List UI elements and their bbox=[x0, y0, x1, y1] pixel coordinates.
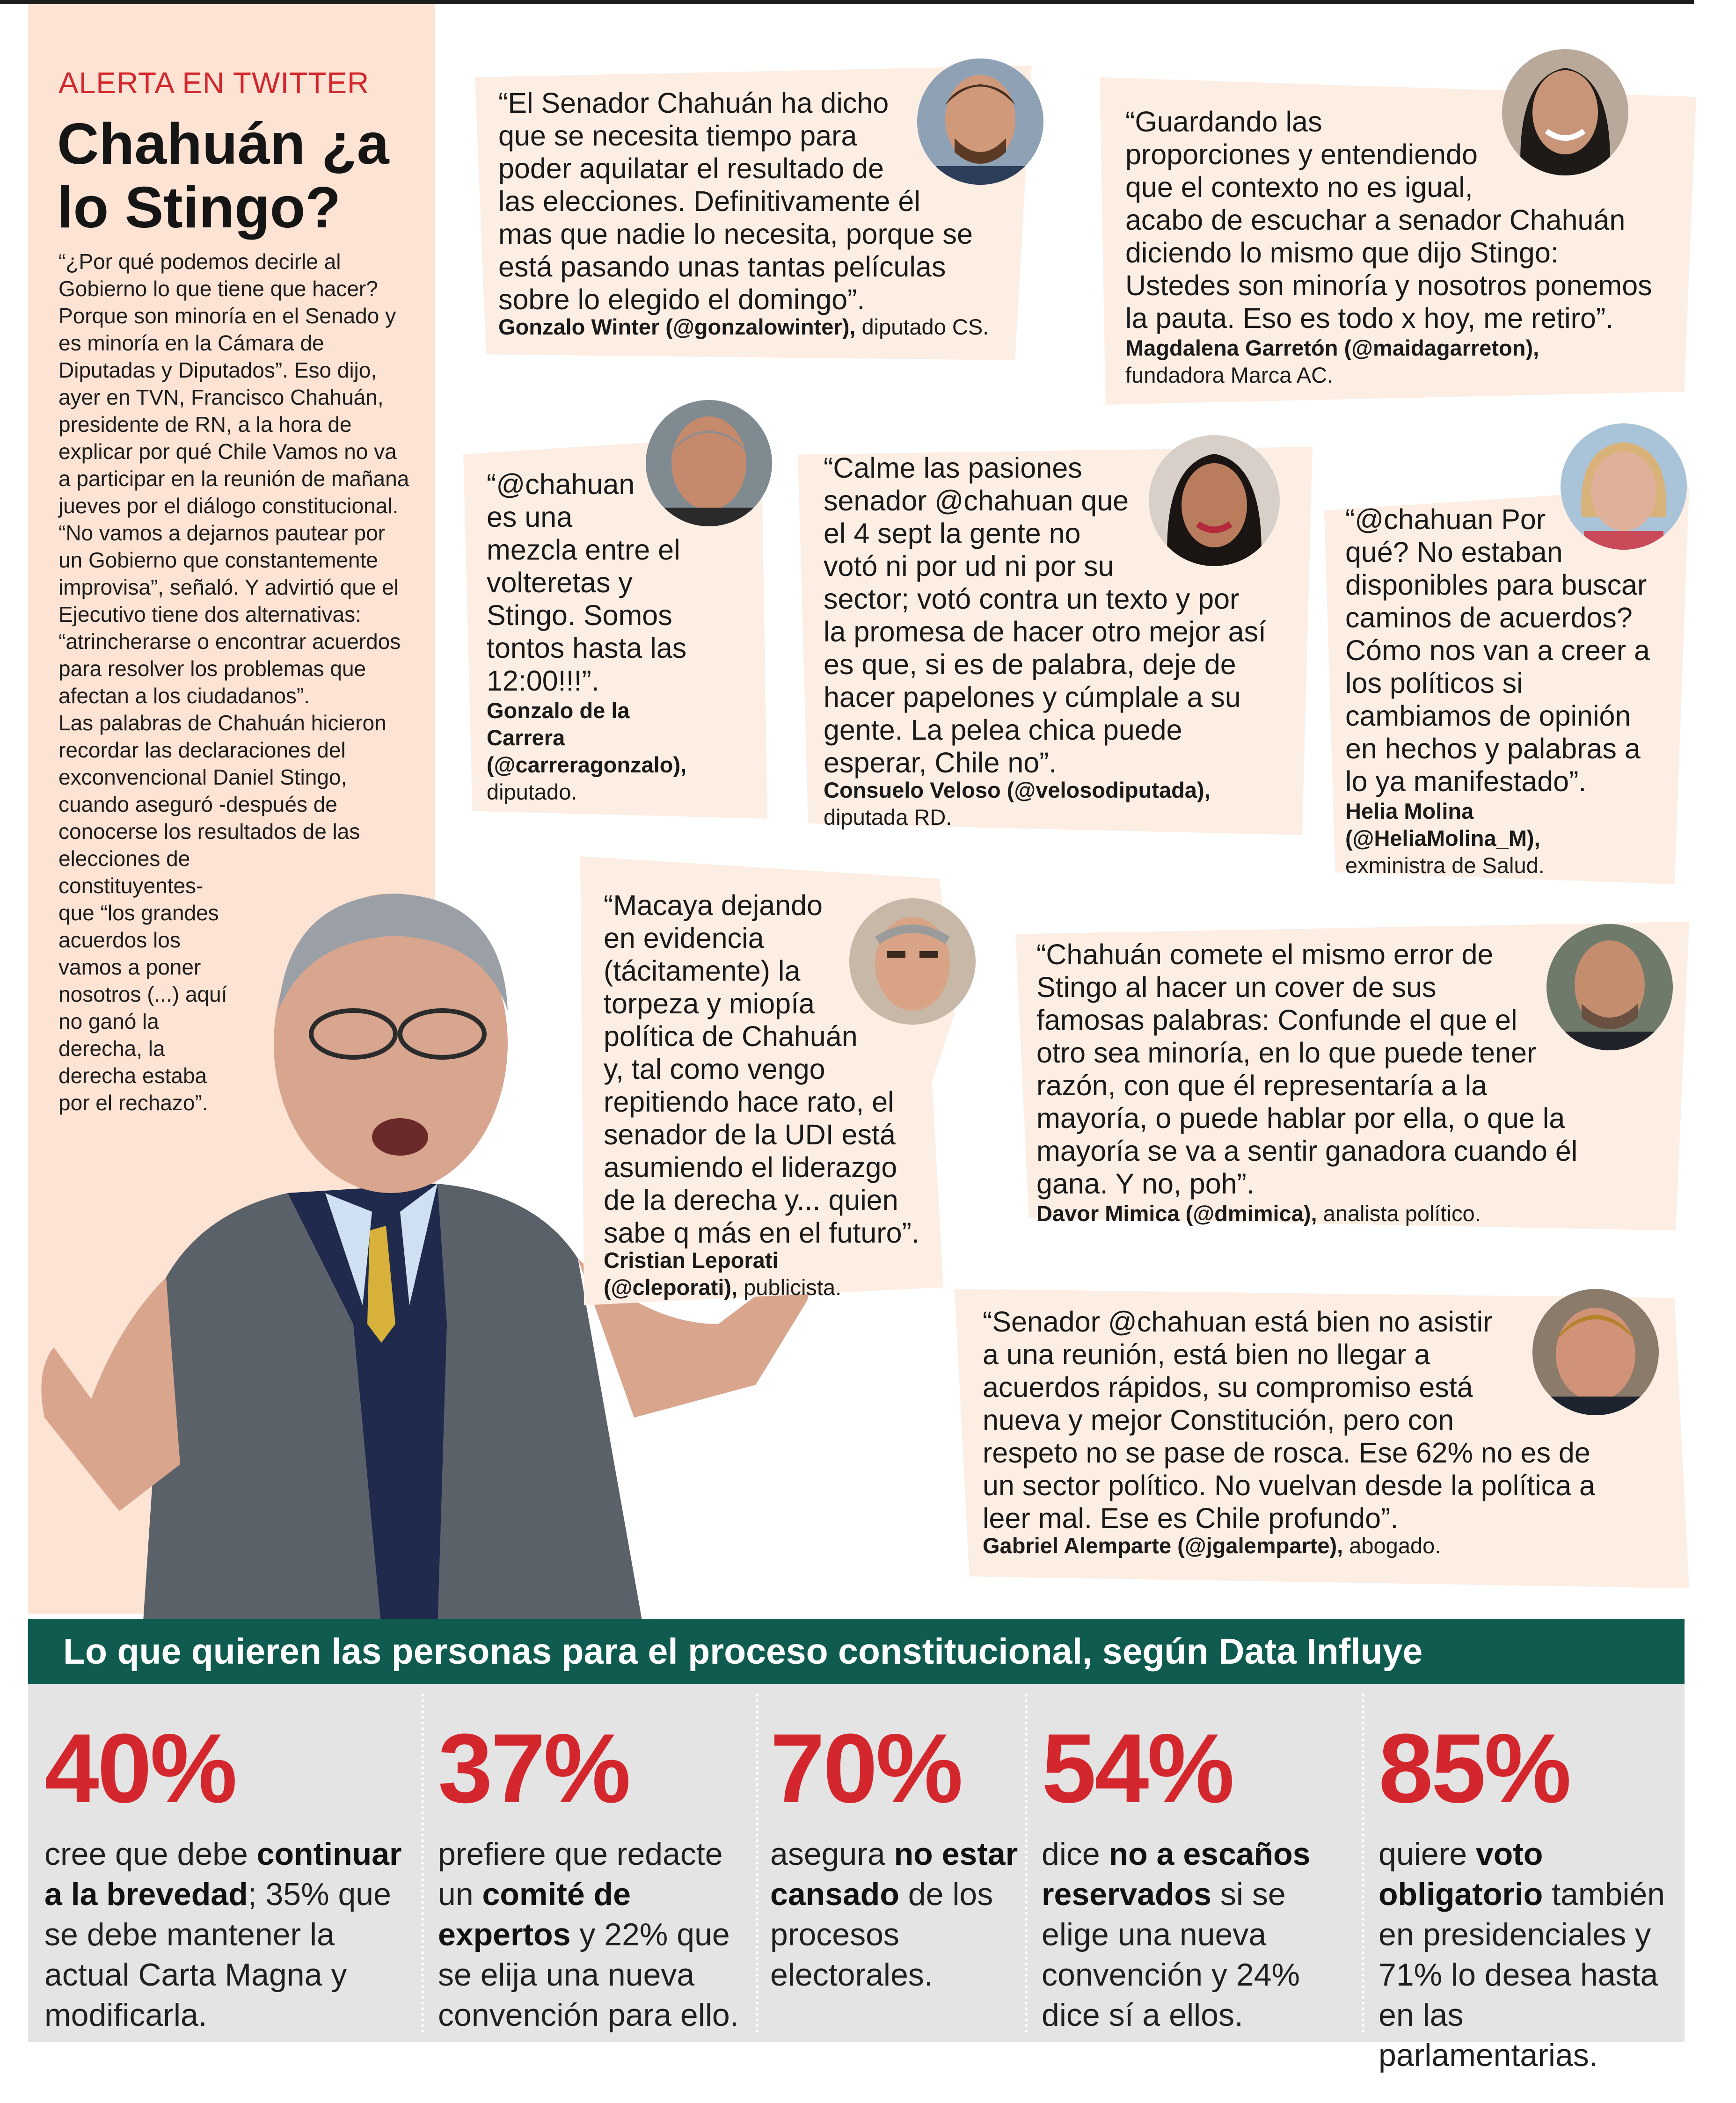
quote-text-veloso: “Calme las pasiones senador @chahuan que el 4 sept la gente no votó ni por ud ni por su sector; votó contra un texto y por la promesa de hacer otro mejor así es que, si es de palabra, deje de hacer papelones y cúmplale a su gente. La pelea chica puede esperar, Chile no”. bbox=[824, 452, 1266, 779]
top-rule bbox=[0, 0, 1694, 4]
stat-value: 54% bbox=[1042, 1713, 1233, 1823]
stat-text-bold: no estar cansado bbox=[770, 1836, 1018, 1912]
stats-row bbox=[28, 1684, 1685, 2073]
quote-author-garreton bbox=[1125, 335, 1687, 389]
stat-description bbox=[44, 1834, 414, 2035]
stat-description bbox=[438, 1834, 756, 2035]
avatar-cristian-leporati bbox=[849, 898, 976, 1025]
avatar-gonzalo-de-la-carrera bbox=[646, 400, 772, 526]
stat-value: 40% bbox=[44, 1713, 236, 1823]
stat-description bbox=[1042, 1834, 1341, 2035]
author-name: Helia Molina (@HeliaMolina_M), bbox=[1345, 799, 1540, 851]
author-name: Magdalena Garretón (@maidagarreton), bbox=[1125, 335, 1539, 360]
stat-text-pre: quiere bbox=[1379, 1836, 1476, 1872]
stat-card-4 bbox=[1028, 1684, 1364, 2042]
stat-text-post: y 22% que se elija una nueva convención para ello. bbox=[438, 1917, 739, 2033]
author-role: analista político. bbox=[1317, 1201, 1481, 1226]
stat-card-2 bbox=[424, 1684, 759, 2042]
article-paragraph-1: “¿Por qué podemos decirle al Gobierno lo que tiene que hacer? Porque son minoría en el Senado y es minoría en la Cámara de Diputadas y Diputados”. Eso dijo, ayer en TVN, Francisco Chahuán, presidente de RN, a la hora de explicar por qué Chile Vamos no va a participar en la reunión de mañana jueves por el diálogo constitucional. bbox=[58, 249, 409, 518]
avatar-helia-molina bbox=[1561, 423, 1687, 550]
stat-description bbox=[1379, 1834, 1683, 2075]
stat-text-bold: no a escaños reservados bbox=[1042, 1836, 1311, 1912]
article-paragraph-2: “No vamos a dejarnos pautear por un Gobierno que constantemente improvisa”, señaló. Y advirtió que el Ejecutivo tiene dos alternativas: “atrincherarse o encontrar acuerdos para resolver los problemas que afectan a los ciudadanos”. bbox=[58, 521, 401, 708]
author-role: diputado CS. bbox=[855, 314, 989, 339]
quote-text-leporati: “Macaya dejando en evidencia (tácitamente) la torpeza y miopía política de Chahuán y, tal como vengo repitiendo hace rato, el senador de la UDI está asumiendo el liderazgo de la derecha y... quien sabe q más en el futuro”. bbox=[604, 889, 919, 1249]
quote-author-alemparte bbox=[983, 1532, 1638, 1559]
quote-text-alemparte: “Senador @chahuan está bien no asistir a una reunión, está bien no llegar a acuerdos rápidos, su compromiso está nueva y mejor Constitución, pero con respeto no se pase de rosca. Ese 62% no es de un sector político. No vuelvan desde la política a leer mal. Ese es Chile profundo”. bbox=[983, 1306, 1595, 1534]
author-role: diputada RD. bbox=[824, 805, 952, 830]
avatar-gabriel-alemparte bbox=[1532, 1289, 1659, 1415]
quote-text-molina: “@chahuan Por qué? No estaban disponibles para buscar caminos de acuerdos? Cómo nos van a creer a los políticos si cambiamos de opinión en hechos y palabras a lo ya manifestado”. bbox=[1345, 503, 1650, 797]
stat-text-post: también en presidenciales y 71% lo desea hasta en las parlamentarias. bbox=[1379, 1877, 1665, 2073]
quote-author-veloso bbox=[824, 777, 1315, 831]
stat-card-3 bbox=[759, 1684, 1028, 2042]
stat-text-bold: continuar a la brevedad bbox=[44, 1836, 402, 1912]
author-role: abogado. bbox=[1343, 1533, 1441, 1558]
stat-text-post: ; 35% que se debe mantener la actual Carta Magna y modificarla. bbox=[44, 1877, 391, 2033]
avatar-gonzalo-winter bbox=[917, 58, 1043, 185]
stat-text-bold: comité de expertos bbox=[438, 1877, 631, 1952]
author-role: publicista. bbox=[737, 1275, 842, 1300]
avatar-consuelo-veloso bbox=[1149, 435, 1280, 566]
quote-text-winter: “El Senador Chahuán ha dicho que se necesita tiempo para poder aquilatar el resultado de las elecciones. Definitivamente él mas que nadie lo necesita, porque se está pasando unas tantas películas sobre lo elegido el domingo”. bbox=[498, 87, 973, 315]
author-name: Cristian Leporati (@cleporati), bbox=[604, 1248, 779, 1300]
author-name: Gonzalo de la Carrera (@carreragonzalo), bbox=[487, 698, 687, 777]
stat-card-1 bbox=[28, 1684, 423, 2042]
headline: Chahuán ¿a lo Stingo? bbox=[57, 112, 389, 240]
stat-value: 70% bbox=[770, 1713, 962, 1823]
author-name: Gonzalo Winter (@gonzalowinter), bbox=[498, 314, 856, 339]
quote-author-carrera bbox=[487, 697, 767, 806]
stat-value: 85% bbox=[1379, 1713, 1570, 1823]
author-name: Consuelo Veloso (@velosodiputada), bbox=[824, 778, 1211, 802]
stat-value: 37% bbox=[438, 1713, 629, 1823]
author-name: Davor Mimica (@dmimica), bbox=[1036, 1201, 1317, 1226]
author-role: diputado. bbox=[487, 779, 577, 804]
avatar-davor-mimica bbox=[1546, 924, 1673, 1050]
quote-author-leporati bbox=[604, 1247, 931, 1301]
quote-text-carrera: “@chahuan es una mezcla entre el volteretas y Stingo. Somos tontos hasta las 12:00!!!”. bbox=[487, 468, 687, 697]
stat-card-5 bbox=[1364, 1684, 1685, 2073]
band-title: Lo que quieren las personas para el proceso constitucional, según Data Influye bbox=[63, 1631, 1423, 1672]
quote-author-mimica bbox=[1036, 1200, 1645, 1227]
section-kicker: ALERTA EN TWITTER bbox=[58, 66, 370, 100]
quote-author-winter bbox=[498, 313, 1036, 341]
stat-text-bold: voto obligatorio bbox=[1379, 1836, 1543, 1912]
stat-text-post: si se elige una nueva convención y 24% dice sí a ellos. bbox=[1042, 1877, 1300, 2033]
stat-text-pre: cree que debe bbox=[44, 1836, 257, 1872]
quote-text-garreton: “Guardando las proporciones y entendiendo que el contexto no es igual, acabo de escuchar a senador Chahuán diciendo lo mismo que dijo Stingo: Ustedes son minoría y nosotros ponemos la pauta. Eso es todo x hoy, me retiro”. bbox=[1125, 106, 1652, 334]
section-band bbox=[28, 1619, 1685, 1684]
article-paragraph-3: Las palabras de Chahuán hicieron recordar las declaraciones del exconvencional Daniel Stingo, cuando aseguró -después de conocerse los resultados de las elecciones de constituyentes- que “los grandes acuerdos los vamos a poner nosotros (...) aquí no ganó la derecha, la derecha estaba por el rechazo”. bbox=[58, 711, 387, 1115]
author-name: Gabriel Alemparte (@jgalemparte), bbox=[983, 1533, 1343, 1558]
author-role: fundadora Marca AC. bbox=[1125, 363, 1334, 387]
quote-text-mimica: “Chahuán comete el mismo error de Stingo al hacer un cover de sus famosas palabras: Confunde el que el otro sea minoría, en lo que puede tener razón, con que él representaría a la mayoría, o puede hablar por ella, o que la mayoría se va a sentir ganadora cuando él gana. Y no, poh”. bbox=[1036, 939, 1578, 1200]
avatar-magdalena-garreton bbox=[1502, 49, 1628, 175]
stat-description bbox=[770, 1834, 1023, 1995]
author-role: exministra de Salud. bbox=[1345, 853, 1545, 878]
stat-text-pre: prefiere que redacte un bbox=[438, 1836, 723, 1912]
stat-text-post: de los procesos electorales. bbox=[770, 1877, 993, 1993]
stat-text-pre: dice bbox=[1042, 1836, 1109, 1872]
quote-author-molina bbox=[1345, 798, 1673, 879]
stat-text-pre: asegura bbox=[770, 1836, 894, 1872]
